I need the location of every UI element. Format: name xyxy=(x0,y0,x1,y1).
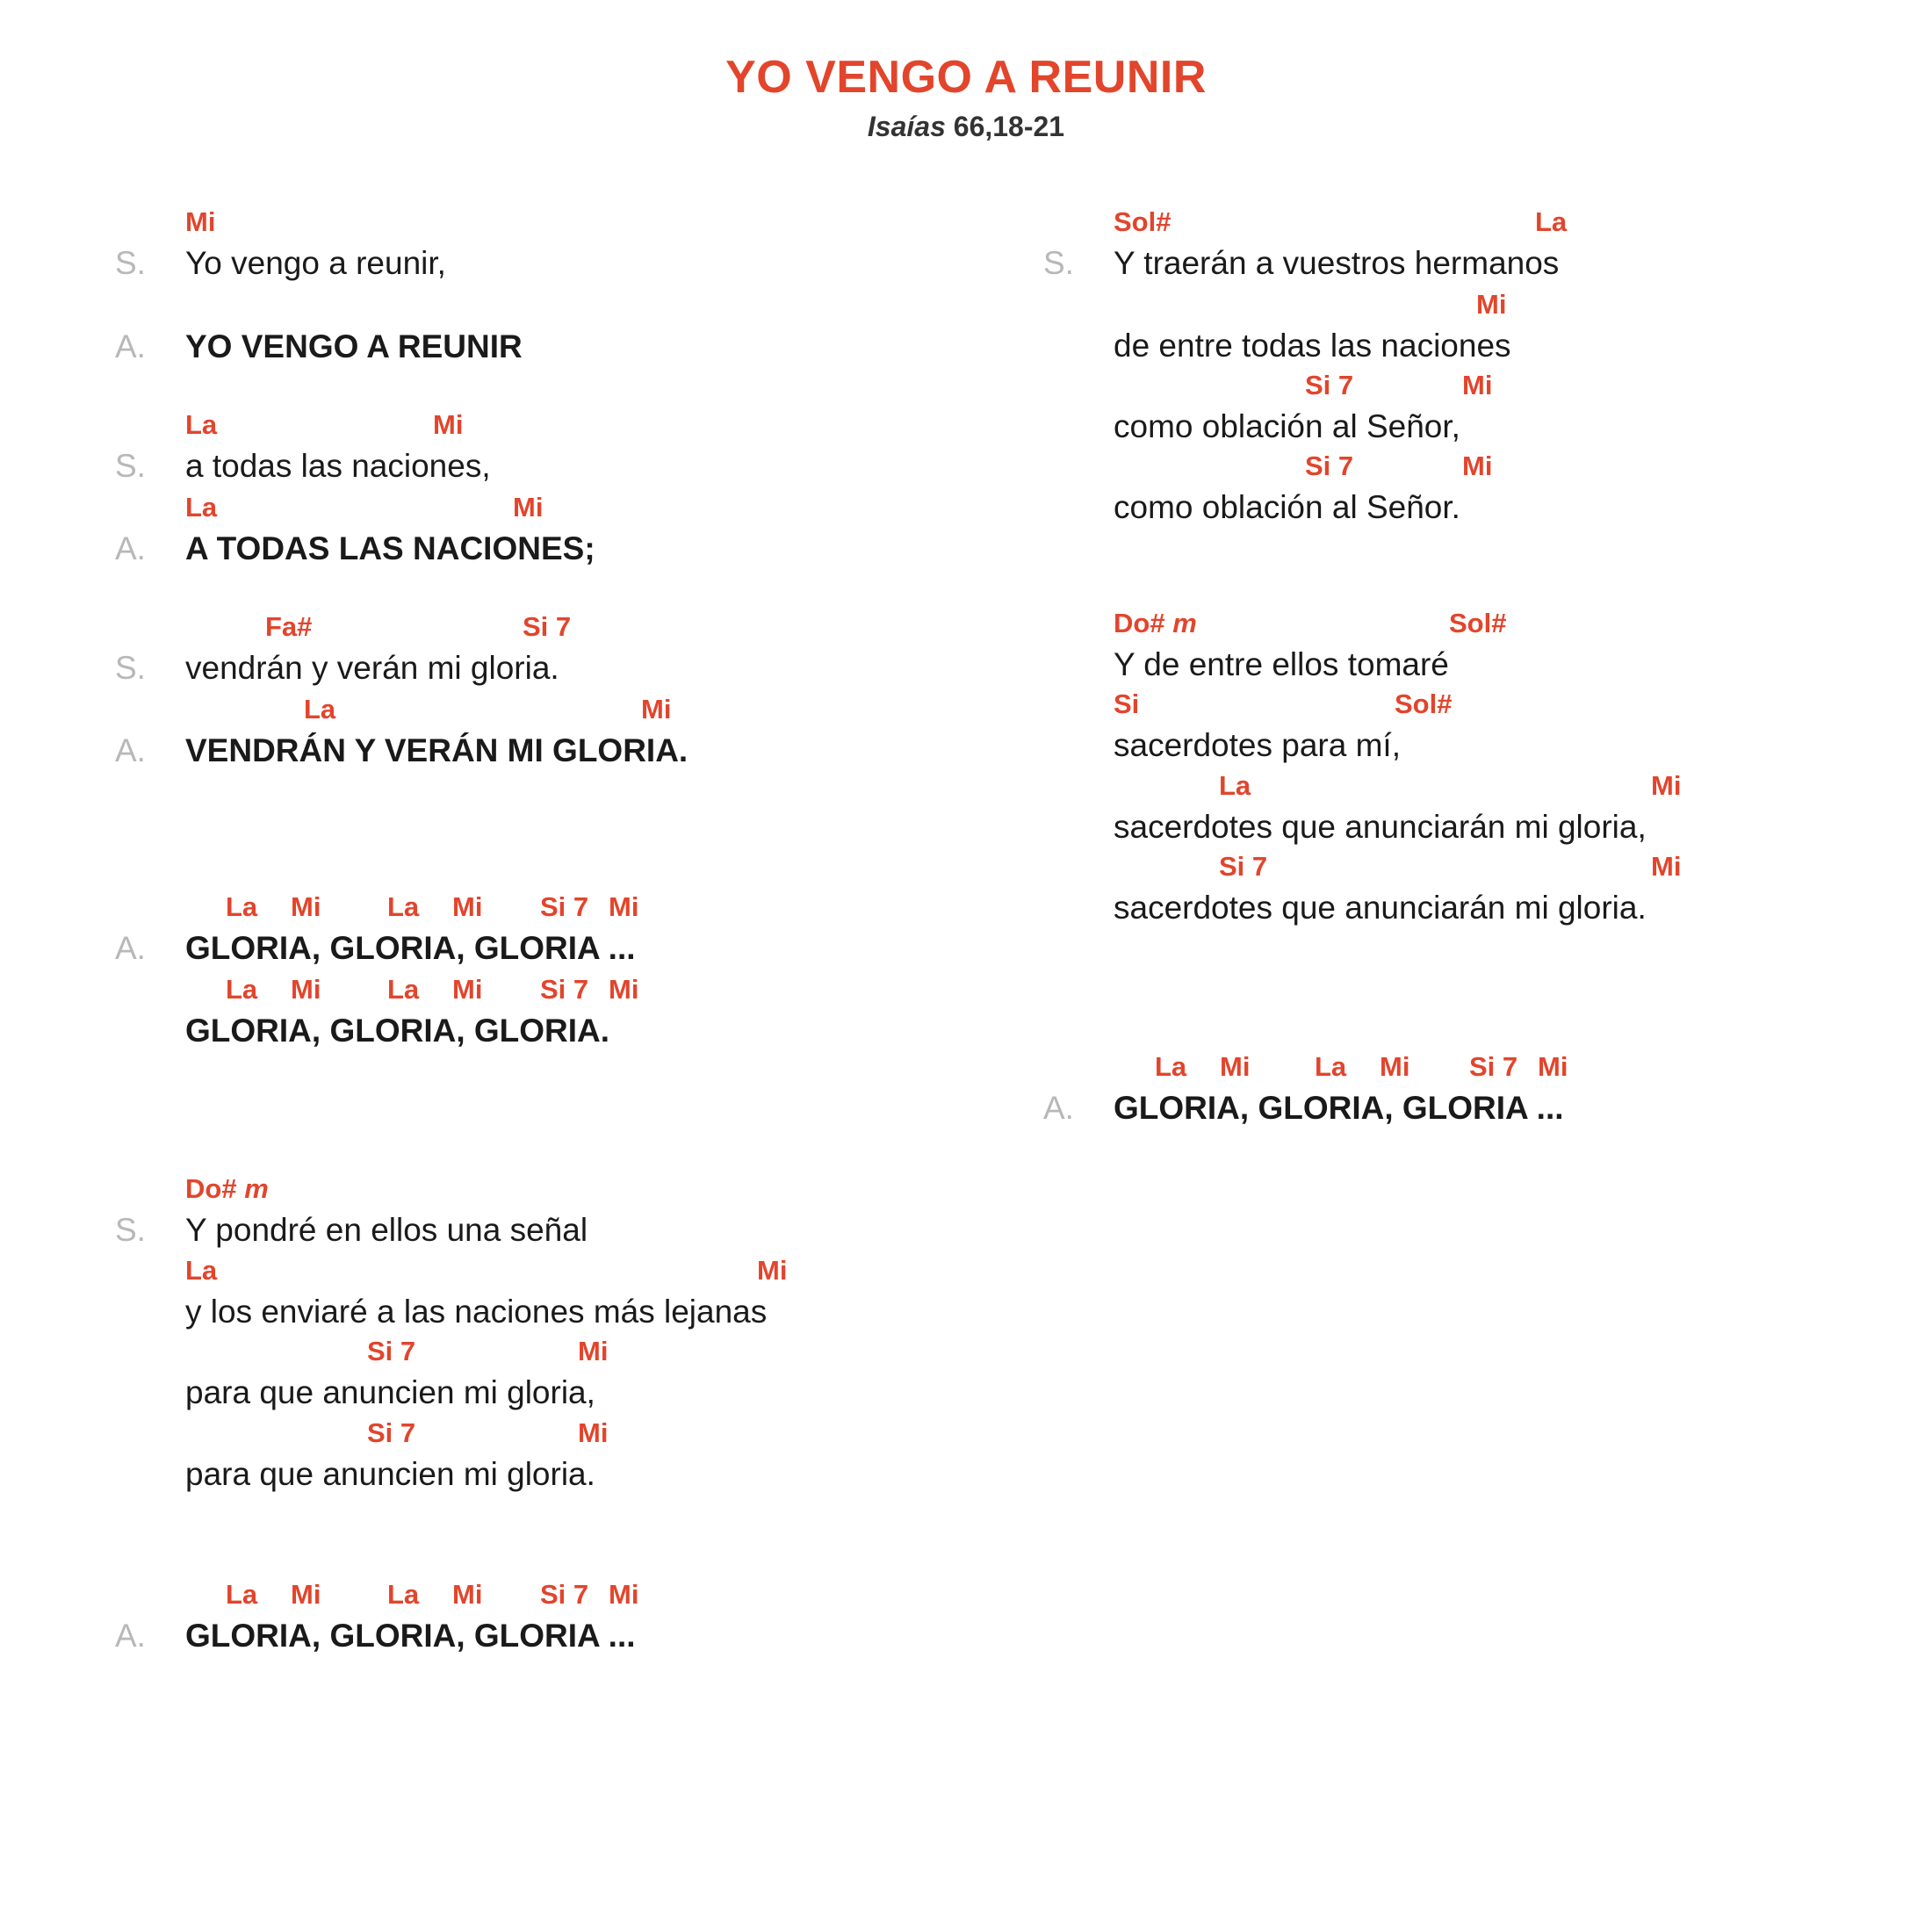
chord-name: Si 7 xyxy=(540,891,589,922)
chord xyxy=(1219,770,1251,802)
soloist-lyric: Yo vengo a reunir, xyxy=(185,245,446,281)
chord xyxy=(1315,1051,1346,1083)
chord-name: La xyxy=(226,974,258,1005)
chord-name: Sol# xyxy=(1114,206,1171,237)
soloist-lyric: para que anuncien mi gloria. xyxy=(185,1456,595,1492)
chord xyxy=(185,409,217,441)
chord xyxy=(433,409,463,441)
chord xyxy=(1449,608,1506,639)
chord xyxy=(452,891,482,923)
chord-name: Si 7 xyxy=(540,974,589,1005)
chord xyxy=(578,1336,608,1367)
chord xyxy=(578,1417,608,1449)
chord-name: Si 7 xyxy=(1305,451,1354,481)
chord xyxy=(540,891,588,923)
chord-name: Mi xyxy=(452,1579,483,1610)
chord xyxy=(226,1579,257,1611)
voice-label: A. xyxy=(1043,1090,1074,1126)
chord xyxy=(291,974,321,1006)
assembly-lyric: VENDRÁN Y VERÁN MI GLORIA. xyxy=(185,732,688,768)
chord-name: Mi xyxy=(1651,770,1682,801)
chord xyxy=(1219,851,1267,883)
chord xyxy=(185,1173,269,1205)
chord-name: Mi xyxy=(1462,370,1493,400)
chord-name: Si xyxy=(1114,688,1140,719)
chord-name: Mi xyxy=(578,1417,609,1448)
soloist-lyric: vendrán y verán mi gloria. xyxy=(185,650,559,686)
chord xyxy=(1462,451,1492,482)
chord xyxy=(1476,289,1506,321)
chord-name: Mi xyxy=(185,206,216,237)
voice-label: A. xyxy=(115,1618,146,1654)
chord xyxy=(226,974,257,1006)
soloist-lyric: sacerdotes para mí, xyxy=(1114,727,1401,763)
chord xyxy=(291,891,321,923)
chord xyxy=(1220,1051,1250,1083)
chord xyxy=(1380,1051,1409,1083)
chord xyxy=(540,974,588,1006)
chord xyxy=(387,974,419,1006)
chord-name: Do# xyxy=(185,1173,237,1204)
chord-name: La xyxy=(185,492,218,523)
chord xyxy=(609,1579,638,1611)
chord xyxy=(367,1336,415,1367)
chord-name: Do# xyxy=(1114,608,1165,638)
chord-name: La xyxy=(304,694,336,724)
chord-modifier: m xyxy=(1164,608,1197,638)
chord xyxy=(265,611,312,643)
chord-name: Si 7 xyxy=(1469,1051,1518,1082)
reference-verses: 66,18-21 xyxy=(953,111,1065,142)
chord-name: La xyxy=(185,409,218,440)
chord xyxy=(1114,608,1197,639)
chord-name: La xyxy=(1155,1051,1187,1082)
soloist-lyric: sacerdotes que anunciarán mi gloria. xyxy=(1114,890,1647,926)
soloist-lyric: como oblación al Señor. xyxy=(1114,489,1460,525)
soloist-lyric: Y traerán a vuestros hermanos xyxy=(1114,245,1560,281)
chord xyxy=(1395,688,1452,720)
chord-name: La xyxy=(387,1579,420,1610)
chord-name: Mi xyxy=(291,891,321,922)
chord-name: Si 7 xyxy=(1219,851,1268,882)
chord-name: Mi xyxy=(1651,851,1682,882)
soloist-lyric: Y pondré en ellos una señal xyxy=(185,1212,588,1248)
soloist-lyric: y los enviaré a las naciones más lejanas xyxy=(185,1294,768,1330)
chord xyxy=(1538,1051,1568,1083)
voice-label: S. xyxy=(1043,245,1074,281)
chord xyxy=(452,1579,482,1611)
voice-label: A. xyxy=(115,328,146,364)
chord xyxy=(1651,851,1681,883)
chord xyxy=(1114,688,1139,720)
chord xyxy=(226,891,257,923)
chord-name: La xyxy=(1219,770,1251,801)
assembly-lyric: A TODAS LAS NACIONES; xyxy=(185,530,595,566)
chord xyxy=(1155,1051,1186,1083)
chord xyxy=(609,891,638,923)
chord xyxy=(1114,206,1171,238)
chord-modifier: m xyxy=(236,1173,269,1204)
assembly-lyric: GLORIA, GLORIA, GLORIA ... xyxy=(185,930,636,966)
chord-name: Mi xyxy=(433,409,464,440)
chord xyxy=(641,694,671,725)
chord xyxy=(523,611,571,643)
chord-name: Mi xyxy=(609,891,639,922)
chord-name: Mi xyxy=(757,1255,788,1286)
chord-name: La xyxy=(226,1579,258,1610)
chord-name: Si 7 xyxy=(367,1336,416,1366)
chord-name: Mi xyxy=(452,974,483,1005)
chord-name: Si 7 xyxy=(1305,370,1354,400)
chord xyxy=(757,1255,787,1287)
chord-name: Mi xyxy=(1476,289,1507,320)
chord xyxy=(1469,1051,1517,1083)
chord-name: Mi xyxy=(609,1579,639,1610)
chord xyxy=(1305,370,1353,401)
soloist-lyric: como oblación al Señor, xyxy=(1114,408,1460,444)
chord-name: Mi xyxy=(1220,1051,1251,1082)
soloist-lyric: Y de entre ellos tomaré xyxy=(1114,646,1449,682)
chord-name: Mi xyxy=(1380,1051,1410,1082)
chord-name: La xyxy=(1315,1051,1347,1082)
scripture-reference xyxy=(0,111,1932,143)
chord-name: Mi xyxy=(291,1579,321,1610)
song-title: YO VENGO A REUNIR xyxy=(725,52,1207,103)
voice-label: A. xyxy=(115,530,146,566)
chord xyxy=(387,891,419,923)
chord xyxy=(609,974,638,1006)
chord xyxy=(367,1417,415,1449)
soloist-lyric: a todas las naciones, xyxy=(185,448,491,484)
chord xyxy=(291,1579,321,1611)
reference-book: Isaías xyxy=(867,111,946,142)
assembly-lyric: GLORIA, GLORIA, GLORIA ... xyxy=(1114,1090,1564,1126)
chord-name: La xyxy=(387,974,420,1005)
voice-label: A. xyxy=(115,930,146,966)
chord-name: Mi xyxy=(291,974,321,1005)
assembly-lyric: GLORIA, GLORIA, GLORIA. xyxy=(185,1013,610,1049)
soloist-lyric: de entre todas las naciones xyxy=(1114,328,1511,364)
chord xyxy=(540,1579,588,1611)
chord-name: La xyxy=(387,891,420,922)
chord xyxy=(185,206,215,238)
chord-name: Mi xyxy=(609,974,639,1005)
voice-label: S. xyxy=(115,650,146,686)
chord xyxy=(1651,770,1681,802)
chord xyxy=(1462,370,1492,401)
chord-name: La xyxy=(226,891,258,922)
chord xyxy=(304,694,335,725)
chord xyxy=(1535,206,1567,238)
chord xyxy=(185,492,217,523)
chord-name: Mi xyxy=(452,891,483,922)
chord-name: La xyxy=(1535,206,1568,237)
chord-name: La xyxy=(185,1255,218,1286)
chord xyxy=(452,974,482,1006)
chord xyxy=(513,492,543,523)
chord-name: Fa# xyxy=(265,611,313,642)
chord xyxy=(185,1255,217,1287)
chord xyxy=(387,1579,419,1611)
chord-name: Si 7 xyxy=(367,1417,416,1448)
chord-name: Sol# xyxy=(1395,688,1453,719)
voice-label: A. xyxy=(115,732,146,768)
chord-name: Si 7 xyxy=(523,611,572,642)
chord-name: Sol# xyxy=(1449,608,1507,638)
assembly-lyric: YO VENGO A REUNIR xyxy=(185,328,523,364)
chord-name: Mi xyxy=(513,492,544,523)
soloist-lyric: para que anuncien mi gloria, xyxy=(185,1374,595,1410)
voice-label: S. xyxy=(115,448,146,484)
chord-name: Mi xyxy=(1538,1051,1568,1082)
chord-name: Mi xyxy=(1462,451,1493,481)
chord xyxy=(1305,451,1353,482)
chord-name: Mi xyxy=(578,1336,609,1366)
chord-name: Si 7 xyxy=(540,1579,589,1610)
assembly-lyric: GLORIA, GLORIA, GLORIA ... xyxy=(185,1618,636,1654)
voice-label: S. xyxy=(115,1212,146,1248)
soloist-lyric: sacerdotes que anunciarán mi gloria, xyxy=(1114,809,1647,845)
voice-label: S. xyxy=(115,245,146,281)
chord-name: Mi xyxy=(641,694,672,724)
